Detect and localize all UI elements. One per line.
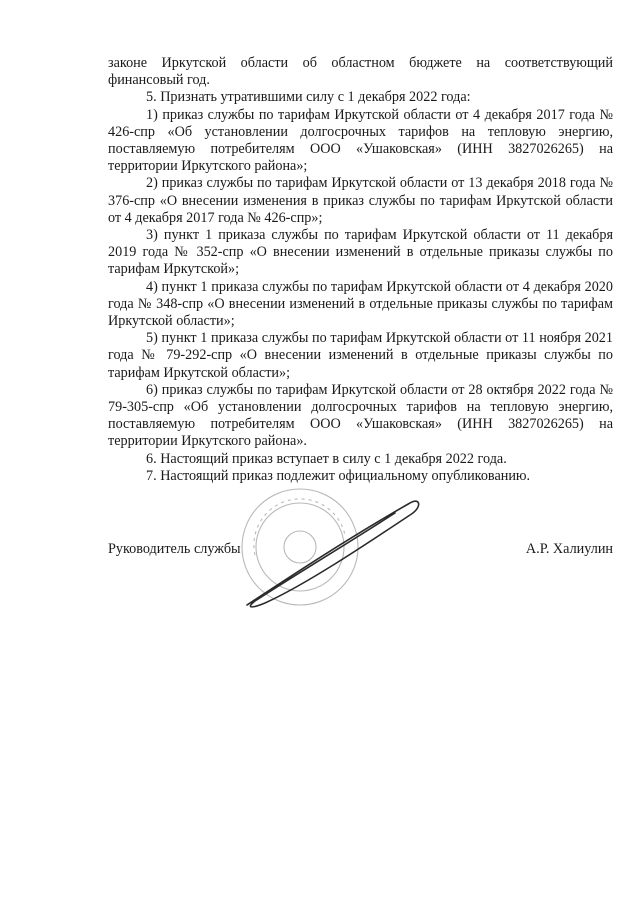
paragraph-continuation: законе Иркутской области об областном бюджете на соответствующий финансовый год. [108, 55, 613, 89]
signer-name: А.Р. Халиулин [525, 541, 613, 557]
paragraph-subitem-5: 5) пункт 1 приказа службы по тарифам Иркутской области от 11 ноября 2021 года № 79-292-спр «О внесении изменений в отдельные приказы службы по тарифам Иркутской области»; [108, 330, 613, 381]
paragraph-item-7: 7. Настоящий приказ подлежит официальному опубликованию. [146, 467, 531, 484]
signer-position: Руководитель службы [108, 541, 241, 557]
document-body [108, 55, 613, 485]
paragraph-subitem-6: 6) приказ службы по тарифам Иркутской области от 28 октября 2022 года № 79-305-спр «Об установлении долгосрочных тарифов на тепловую энергию, поставляемую потребителям ООО «Ушаковская» (ИНН 3827026265) на территории Иркутского района». [108, 381, 613, 450]
paragraph-item-6: 6. Настоящий приказ вступает в силу с 1 декабря 2022 года. [146, 450, 507, 467]
signature-block [108, 541, 613, 558]
paragraph-subitem-1: 1) приказ службы по тарифам Иркутской области от 4 декабря 2017 года № 426-спр «Об установлении долгосрочных тарифов на тепловую энергию, поставляемую потребителям ООО «Ушаковская» (ИНН 3827026265) на территории Иркутского района»; [108, 106, 613, 175]
paragraph-subitem-2: 2) приказ службы по тарифам Иркутской области от 13 декабря 2018 года № 376-спр «О внесении изменения в приказ службы по тарифам Иркутской области от 4 декабря 2017 года № 426-спр»; [108, 175, 613, 226]
paragraph-subitem-3: 3) пункт 1 приказа службы по тарифам Иркутской области от 11 декабря 2019 года № 352-спр «О внесении изменений в отдельные приказы службы по тарифам Иркутской»; [108, 227, 613, 278]
paragraph-subitem-4: 4) пункт 1 приказа службы по тарифам Иркутской области от 4 декабря 2020 года № 348-спр «О внесении изменений в отдельные приказы службы по тарифам Иркутской области»; [108, 278, 613, 330]
paragraph-item-5: 5. Признать утратившими силу с 1 декабря 2022 года: [146, 89, 471, 106]
